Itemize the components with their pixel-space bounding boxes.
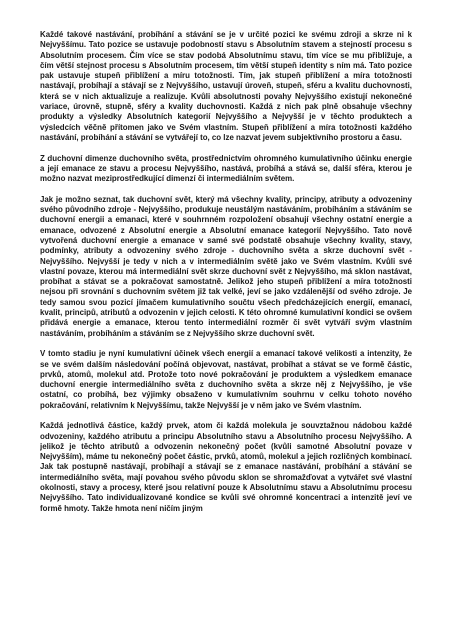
document-page [40,30,412,630]
paragraph-5: Každá jednotlivá částice, každý prvek, atom či každá molekula je souvztažnou nádobou každé odvozeniny, každého atributu a principu Absolutního stavu a Absolutního procesu Nejvyššího. A jelikož je těchto atributů a odvozenin nekonečný počet (kvůli samotné Absolutní povaze v Nejvyšším), máme tu nekonečný počet částic, prvků, atomů, molekul a jejich rozličných kombinací. Jak tak postupně nastávají, probíhají a stávají se z emanace nastávání, probíhání a stávání se intermediálního světa, mají povahou svého původu sklon se shromažďovat a vytvářet své vlastní okolnosti, stavy a procesy, které jsou relativní pouze k Absolutnímu stavu a Absolutnímu procesu Nejvyššího. Tato individualizované kondice se kvůli své ohromné koncentraci a intenzitě jeví ve formě hmoty. Takže hmota není ničím jiným [40,421,412,513]
paragraph-1: Každé takové nastávání, probíhání a stávání se je v určité pozici ke svému zdroji a skrze ni k Nejvyššímu. Tato pozice se ustavuje podobností stavu s Absolutním stavem a stejností procesu s Absolutním procesem. Čím více se stav podobá Absolutnímu stavu, tím více se mu přibližuje, a čím větší stejnost procesu s Absolutním procesem, tím větší stupeň identity s ním má. Tato pozice pak ustavuje stupeň přiblížení a míru totožnosti. Tím, jak stupeň přiblížení a míra totožnosti nastávají, probíhají a stávají se z Nejvyššího, ustavují úroveň, stupeň, sféru a kvalitu duchovnosti, která se v nich aktualizuje a realizuje. Kvůli absolutnosti povahy Nejvyššího existují nekonečné variace, úrovně, stupně, sféry a kvality duchovnosti. Každá z nich pak plně obsahuje všechny produkty a výsledky Absolutních kategorií Nejvyššího a Nejvyšší je v těchto produktech a výsledcích věčně přítomen jako ve Svém vlastním. Stupeň přiblížení a míra totožnosti každého nastávání, probíhání a stávání se vytvářejí to, co lze nazvat jevem subjektivního prostoru a času. [40,30,412,142]
paragraph-4: V tomto stadiu je nyní kumulativní účinek všech energií a emanací takové velikosti a intenzity, že se ve svém dalším následování počíná objevovat, nastávat, probíhat a stávat se ve formě částic, prvků, atomů, molekul atd. Protože toto nové pokračování je produktem a výsledkem emanace duchovní energie intermediálního světa z duchovního světa a skrze něj z Nejvyššího, je vše ostatní, co probíhá, bez výjimky obsaženo v kumulativním souhrnu v celku tohoto nového pokračování, relativním k Nejvyššímu, takže Nejvyšší je v něm jako ve Svém vlastním. [40,349,412,410]
paragraph-3: Jak je možno seznat, tak duchovní svět, který má všechny kvality, principy, atributy a odvozeniny svého původního zdroje - Nejvyššího, produkuje neustálým nastáváním, probíháním a stáváním se duchovní energii a emanaci, které v souhrnném rozpoložení obsahují všechny ostatní energie a emanace, odvozené z Absolutní energie a Absolutní emanace kategorií Nejvyššího. Tato nově vytvořená duchovní energie a emanace v samé své podstatě obsahuje všechny kvality, stavy, podmínky, atributy a odvozeniny svého zdroje - duchovního světa a skrze duchovní svět - Nejvyššího. Nejvyšší je tedy v nich a v intermediálním světě jako ve Svém vlastním. Kvůli své vlastní povaze, kterou má intermediální svět skrze duchovní svět z Nejvyššího, má sklon nastávat, probíhat a stávat se a pokračovat samostatně. Jelikož jeho stupeň přiblížení a míra totožnosti nejsou při srovnání s duchovním světem již tak velké, jeví se jako vzdálenější od svého zdroje. Je tedy samou svou pozicí jímačem kumulativního součtu všech předcházejících energií, emanací, kvalit, principů, atributů a odvozenin v jejich celosti. K této ohromné kumulativní kondici se ovšem přidává energie a emanace, kterou tento intermediální rozměr či svět vytváří svým vlastním nastáváním, probíháním a stáváním se z Nejvyššího skrze duchovní svět. [40,194,412,338]
paragraph-2: Z duchovní dimenze duchovního světa, prostřednictvím ohromného kumulativního účinku energie a její emanace ze stavu a procesu Nejvyššího, nastává, probíhá a stává se, další sféra, kterou je možno nazvat meziprostředkující dimenzí či intermediálním světem. [40,153,412,184]
